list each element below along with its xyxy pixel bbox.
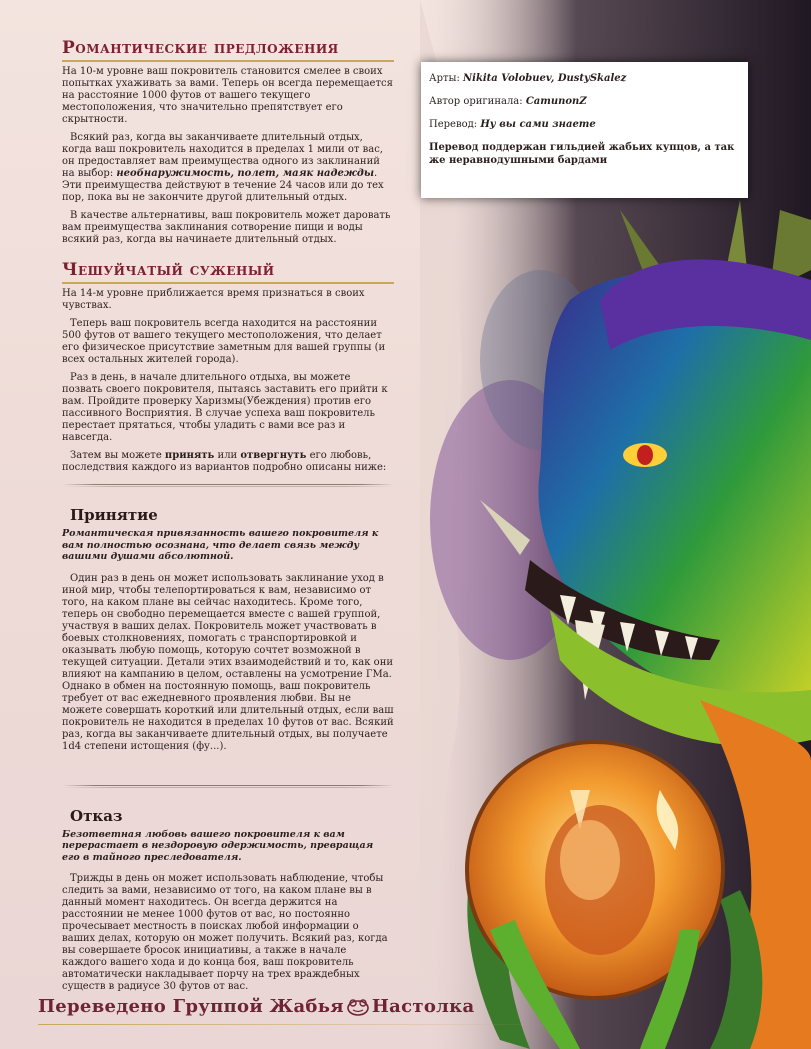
paragraph-text: Затем вы можете [70, 450, 165, 461]
footer-text-left: Переведено Группой Жабья [38, 996, 344, 1017]
title-underline [62, 282, 394, 284]
text-column [62, 38, 394, 999]
credits-arts-label: Арты: [429, 73, 464, 84]
paragraph: На 10-м уровне ваш покровитель становится смелее в своих попытках ухаживать за вами. Теперь он всегда перемещается на расстояние 1000 футов от вашего текущего местоположения, что значительно препятствует его скрытности. [62, 66, 393, 125]
paragraph-text: Всякий раз, когда вы заканчиваете длительный отдых, когда ваш покровитель находится в пределах 1 мили от вас, он предоставляет вам преимущества одного из заклинаний на выбор: [62, 132, 383, 179]
credits-arts [429, 72, 740, 85]
paragraph [62, 132, 394, 204]
paragraph: Трижды в день он может использовать наблюдение, чтобы следить за вами, независимо от того, на каком плане вы в данный момент находитесь. Он всегда держится на расстоянии не менее 1000 футов от вас, но постоянно прочесывает местность в поисках любой информации о ваших делах, которую он может получить. Всякий раз, когда вы совершаете бросок инициативы, а также в начале каждого вашего хода и до конца боя, ваш покровитель автоматически накладывает порчу на трех враждебных существ в радиусе 30 футов от вас. [62, 873, 388, 992]
credits-translation [429, 118, 740, 131]
section-title-romantic-proposals: Романтические предложения [62, 38, 339, 58]
paragraph: Теперь ваш покровитель всегда находится на расстоянии 500 футов от вашего текущего местоположения, что делает его физическое присутствие заметным для вашей группы (и всех остальных жителей города). [62, 318, 386, 365]
paragraph: На 14-м уровне приближается время признаться в своих чувствах. [62, 288, 365, 311]
frog-logo-icon [346, 997, 370, 1017]
section-divider [62, 480, 394, 490]
credits-translation-value: Ну вы сами знаете [480, 119, 596, 130]
reject-keyword: отвергнуть [240, 450, 307, 461]
paragraph-text: его любовь, последствия каждого из вариантов подробно описаны ниже: [62, 450, 387, 473]
paragraph: Раз в день, в начале длительного отдыха, вы можете позвать своего покровителя, пытаясь заставить его прийти к вам. Пройдите проверку Харизмы(Убеждения) против его пассивного Восприятия. В случае успеха ваш покровитель перестает прятаться, чтобы уладить с вами все раз и навсегда. [62, 372, 388, 443]
credits-support [429, 141, 740, 167]
paragraph: Один раз в день он может использовать заклинание уход в иной мир, чтобы телепортироваться к вам, независимо от того, на каком плане вы сейчас находитесь. Кроме того, теперь он свободно перемещается вместе с вашей группой, участвуя в ваших делах. Покровитель может участвовать в боевых столкновениях, помогать с транспортировкой и оказывать любую помощь, которую сочтет возможной в текущей ситуации. Детали этих взаимодействий и то, как они влияют на кампанию в целом, оставлены на усмотрение ГМа. Однако в обмен на постоянную помощь, ваш покровитель требует от вас ежедневного проявления любви. Вы не можете совершать короткий или длительный отдых, если ваш покровитель не находится в пределах 10 футов от вас. Всякий раз, когда вы заканчиваете длительный отдых, вы получаете 1d4 степени истощения (фу...). [62, 572, 394, 752]
footer-rule [38, 1024, 558, 1025]
accept-keyword: принять [164, 450, 215, 461]
paragraph-text: . Эти преимущества действуют в течение 24 часов или до тех пор, пока вы не закончите другой длительный отдых. [62, 168, 384, 203]
footer-text-right: Настолка [371, 996, 475, 1017]
paragraph [62, 450, 394, 474]
section-title-scaly-betrothed: Чешуйчатый суженый [62, 260, 275, 280]
credits-arts-value: Nikita Volobuev, DustySkalez [463, 73, 627, 84]
paragraph-text: или [214, 450, 241, 461]
subsection-title-rejection: Отказ [70, 806, 123, 825]
subsection-intro: Безответная любовь вашего покровителя к вам перерастает в нездоровую одержимость, превращая его в тайного преследователя. [62, 828, 374, 863]
section-divider [62, 781, 394, 791]
credits-author-value: CamunonZ [525, 96, 587, 107]
credits-translation-label: Перевод: [429, 119, 481, 130]
subsection-title-acceptance: Принятие [70, 506, 158, 524]
subsection-intro: Романтическая привязанность вашего покровителя к вам полностью осознана, что делает связь между вашими душами абсолютной. [62, 528, 379, 562]
footer-credit [38, 996, 474, 1017]
credits-author-label: Автор оригинала: [429, 96, 526, 107]
credits-box [421, 62, 748, 198]
spell-list: необнаружимость, полет, маяк надежды [116, 168, 375, 179]
credits-support-text: Перевод поддержан гильдией жабьих купцов, а так же неравнодушными бардами [429, 142, 735, 166]
credits-author [429, 95, 740, 108]
title-underline [62, 60, 394, 62]
paragraph: В качестве альтернативы, ваш покровитель может даровать вам преимущества заклинания сотворение пищи и воды всякий раз, когда вы начинаете длительный отдых. [62, 210, 391, 245]
